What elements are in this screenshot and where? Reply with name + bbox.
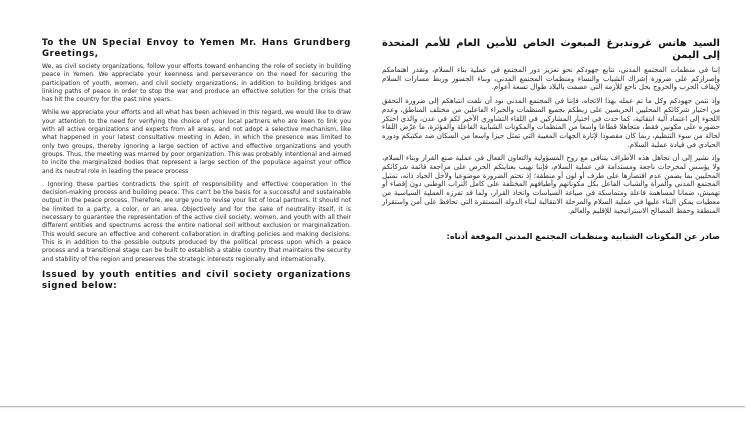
english-paragraph-3: . Ignoring these parties contradicts the spirit of responsibility and effective cooperation in the decision-making process and building peace. This can't be the basis for a successful and sustainable output in the peace process. Therefore, we urge you to revise your list of local partners. It should not be limited to a party, a color, or an area. Objectively and for the sake of neutrality itself, it is necessary to guarantee the representation of the active civil society, women, and youth with all their different entities and spectrums across the entire national soil without exclusion or marginalization. This would secure an effective and coherent collaboration in drafting policies and making decisions. This is in addition to the possible outputs produced by the political process upon which a peace process and a transitional stage can be built to establish a stable country that maintains the security and stability of the region and preserves the strategic interests regionally and internationally. [42, 180, 351, 263]
arabic-title: السيد هانس غروندبرغ المبعوث الخاص للأمين العام للأمم المتحدة إلى اليمن [382, 38, 720, 61]
page-bottom-divider [0, 406, 745, 407]
english-paragraph-2: While we appreciate your efforts and all what has been achieved in this regard, we would like to draw your attention to the need for verifying the choice of your local partners who are keen to link you with all active organizations and experts from all areas, and not adopt a selective mechanism, like what happened in your latest consultative meeting in Aden, in which the presence was limited to only two groups, thereby ignoring a large section of active and effective organizations and youth groups. Thus, the meeting was marred by poor organization. This was probably intentional and aimed to incite the marginalized bodies that represent a large section of the populace against your office and its neutral role in leading the peace process [42, 109, 351, 175]
english-title: To the UN Special Envoy to Yemen Mr. Hans Grundberg Greetings, [42, 38, 351, 59]
arabic-paragraph-2: وإذ نثمن جهودكم وكل ما تم عمله بهذا الاتجاه، فإننا في المجتمع المدني نود أن نلفت انتباهكم إلى ضرورة التحقق من اختيار شركائكم المحليين الحريصين على ربطكم بجميع المنظمات والخبراء الفاعلين من مختلف المناطق، وعدم اللجوء إلى اعتماد آلية انتقائية، كما حدث في اختيار المشاركين في اللقاء التشاوري الأخير لكم في عدن، والذي احتكر حضوره على مكونين فقط، متجاهلا قطاعا واسعا من المنظمات والمكونات الشبابية الفاعلة والمؤثرة، ما عرّض اللقاء لحالة من سوء التنظيم، ربما كان مقصودا لإثارة الجهات المغيبة التي تمثل حيزا واسعا من السكان ضد مكتبكم ودوره الحيادي في قيادة عملية السلام. [382, 96, 720, 149]
arabic-signature-line: صادر عن المكونات الشبابية ومنظمات المجتمع المدني الموقعة أدناه: [446, 231, 720, 242]
english-letter [42, 38, 351, 292]
arabic-paragraph-3: وإذ نشير إلى أن تجاهل هذه الأطراف يتنافى مع روح المسؤولية والتعاون الفعال في عملية صنع القرار وبناء السلام، ولا يؤسس لمخرجات ناجعة ومستدامة في عملية السلام، فإننا نهيب بعنايتكم الحرص على مراجعة قائمة شركائكم المحليين بما يضمن عدم اقتصارها على طرف أو لون أو منطقة؛ إذ تحتم الضرورة موضوعيا ولأجل الحياد ذاته، تمثيل المجتمع المدني والمرأة والشباب الفاعل بكل مكوناتهم وأطيافهم المختلفة على كامل التراب الوطني دون إقصاء أو تهميش، ضمانا لمساهمة فاعلة ومتماسكة في صياغة السياسات واتخاذ القرار، ولما قد تفرزه العملية السياسية من معطيات يمكن البناء عليها في عملية السلام والمرحلة الانتقالية لبناء الدولة المستقرة التي تحافظ على أمن واستقرار المنطقة وحفظ المصالح الاستراتيجية للإقليم والعالم. [382, 153, 720, 215]
arabic-paragraph-1: إننا في منظمات المجتمع المدني، نتابع جهودكم نحو تعزيز دور المجتمع في عملية بناء السلام، ونقدر اهتمامكم وإصراركم على ضرورة إشراك الشباب والنساء ومنظمات المجتمع المدني، وبناء الجسور وربط مسارات السلام لإيقاف الحرب والخروج بحل ناجع للأزمة التي عصفت بالبلاد طوال تسعة أعوام. [382, 65, 720, 92]
english-signature-line: Issued by youth entities and civil society organizations signed below: [42, 269, 351, 291]
arabic-letter [382, 38, 720, 242]
english-paragraph-1: We, as civil society organizations, follow your efforts toward enhancing the role of society in building peace in Yemen. We appreciate your keenness and perseverance on the need for securing the participation of youth, women, and civil society organizations, in addition to building bridges and linking paths of peace in order to stop the war and produce an effective solution for the crisis that has hit the country for the past nine years. [42, 63, 351, 104]
